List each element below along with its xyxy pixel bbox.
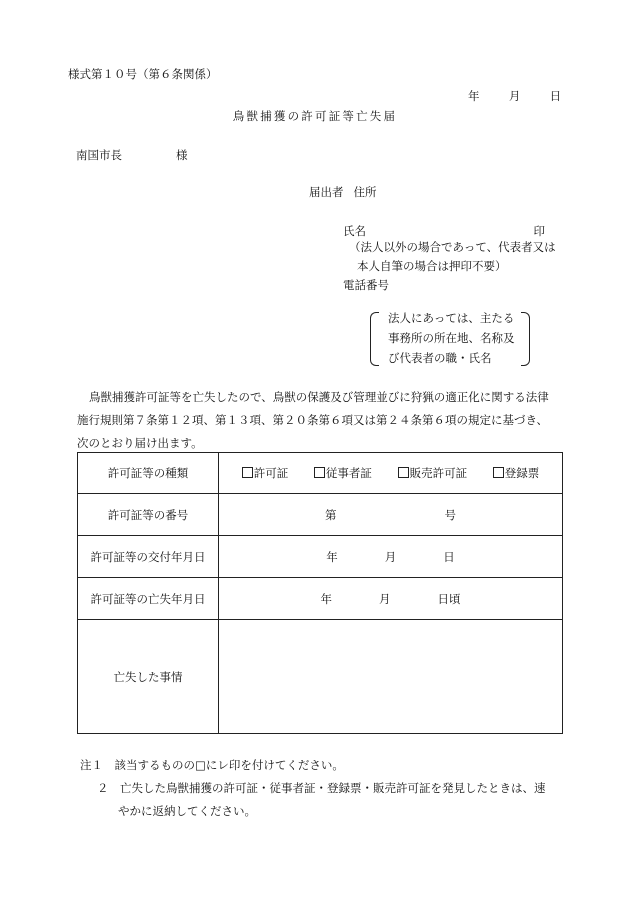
checkbox-sales-permit[interactable] [398, 467, 409, 478]
bracket-right [521, 312, 530, 366]
issue-day: 日 [443, 549, 455, 564]
date-year-label: 年 [468, 89, 480, 103]
body-line2: 施行規則第７条第１２項、第１３項、第２０条第６項又は第２４条第６項の規定に基づき、 [77, 413, 549, 427]
option-worker-card[interactable]: 従事者証 [314, 465, 372, 481]
loss-month: 月 [379, 591, 391, 606]
corp-note-line3: び代表者の職・氏名 [388, 351, 492, 365]
addressee [76, 147, 188, 163]
checkbox-worker-card[interactable] [314, 467, 325, 478]
loss-date-field[interactable] [219, 578, 563, 620]
name-line [343, 223, 545, 239]
phone-label: 電話番号 [343, 278, 389, 292]
type-label: 許可証等の種類 [78, 453, 219, 494]
option-sales-permit[interactable]: 販売許可証 [398, 465, 468, 481]
number-suffix: 号 [444, 507, 456, 522]
seal-label: 印 [533, 224, 545, 238]
option-registration[interactable]: 登録票 [493, 465, 540, 481]
number-prefix: 第 [325, 507, 337, 522]
seal-note-line2: 本人自筆の場合は押印不要） [357, 259, 507, 273]
form-number: 様式第１０号（第６条関係） [68, 67, 218, 81]
seal-note-line1: （法人以外の場合であって、代表者又は [349, 240, 556, 254]
table-row-number [78, 494, 563, 536]
table-row-type [78, 453, 563, 494]
number-label: 許可証等の番号 [78, 494, 219, 536]
loss-date-label: 許可証等の亡失年月日 [78, 578, 219, 620]
document-title: 鳥獣捕獲の許可証等亡失届 [232, 109, 398, 123]
circumstances-label: 亡失した事情 [78, 620, 219, 734]
table-row-circumstances [78, 620, 563, 734]
issue-year: 年 [326, 549, 338, 564]
date-month-label: 月 [508, 89, 521, 103]
addressee-name: 南国市長 [76, 148, 122, 162]
issue-date-field[interactable] [219, 536, 563, 578]
name-label: 氏名 [343, 224, 366, 238]
circumstances-field[interactable] [219, 620, 563, 734]
note-2-line1: ２ 亡失した鳥獣捕獲の許可証・従事者証・登録票・販売許可証を発見したときは、速 [97, 781, 546, 795]
issue-month: 月 [384, 549, 397, 564]
loss-year: 年 [320, 591, 332, 606]
applicant-header [309, 184, 377, 200]
notes [80, 754, 546, 823]
note-2-line2: やかに返納してください。 [118, 804, 256, 818]
type-options [219, 453, 563, 494]
checkbox-registration[interactable] [493, 467, 504, 478]
table-row-issue-date [78, 536, 563, 578]
number-field[interactable] [219, 494, 563, 536]
corp-note-line1: 法人にあっては、主たる [388, 311, 515, 325]
issue-date-label: 許可証等の交付年月日 [78, 536, 219, 578]
date-line [468, 88, 561, 104]
checkbox-permit[interactable] [242, 467, 253, 478]
loss-report-table [77, 452, 563, 734]
address-label: 住所 [353, 185, 377, 199]
table-row-loss-date [78, 578, 563, 620]
body-text [77, 386, 565, 455]
date-day-label: 日 [549, 89, 562, 103]
body-line1: 鳥獣捕獲許可証等を亡失したので、鳥獣の保護及び管理並びに狩猟の適正化に関する法律 [89, 390, 549, 404]
loss-day: 日頃 [437, 591, 461, 606]
bracket-left [370, 312, 379, 366]
option-permit[interactable]: 許可証 [242, 465, 289, 481]
corporation-note-box [370, 310, 530, 368]
applicant-label: 届出者 [309, 185, 344, 199]
note-1: 注１ 該当するものの□にレ印を付けてください。 [80, 758, 344, 772]
body-line3: 次のとおり届け出ます。 [77, 436, 203, 450]
addressee-honorific: 様 [176, 148, 188, 162]
corp-note-line2: 事務所の所在地、名称及 [388, 331, 515, 345]
